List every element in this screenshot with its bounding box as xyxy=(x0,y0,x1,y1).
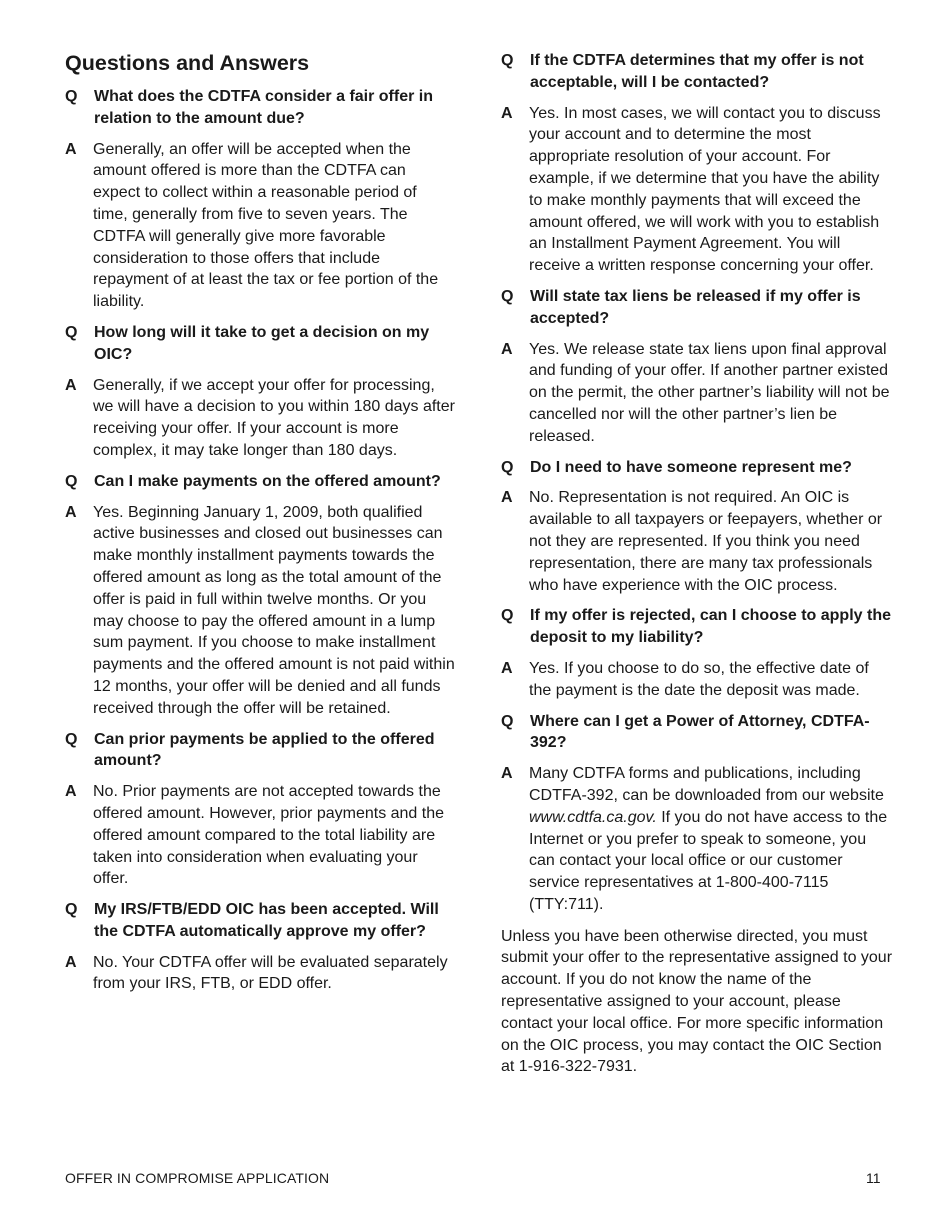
question-marker: Q xyxy=(501,52,514,69)
qa-item-power-of-attorney xyxy=(501,711,893,916)
answer-text: Generally, if we accept your offer for processing, we will have a decision to you within 180 days after receiving your offer. If your account is more complex, it may take longer than 180 days. xyxy=(93,376,455,459)
answer xyxy=(501,339,893,448)
question-marker: Q xyxy=(65,730,78,748)
answer-text: Yes. In most cases, we will contact you to discuss your account and to determine the most appropriate resolution of your account. For example, if we determine that you have the ability to make monthly payments that will exceed the amount offered, we will work with you to establish an Installment Payment Agreement. You will receive a written response concerning your offer. xyxy=(529,104,881,275)
answer xyxy=(501,763,893,916)
answer-text: Yes. Beginning January 1, 2009, both qualified active businesses and closed out businesses can make monthly installment payments towards the offered amount as long as the total amount of the offer is paid in full within twelve months. Or you may choose to pay the offered amount in a lump sum payment. If you choose to make installment payments and the offered amount is not paid within 12 months, your offer will be denied and all funds received through the offer will be retained. xyxy=(93,503,455,717)
answer-text: No. Representation is not required. An OIC is available to all taxpayers or feepayers, whether or not they are represented. If you think you need representation, there are many tax professionals who have experience with the OIC process. xyxy=(529,489,883,594)
question-text: Can I make payments on the offered amount? xyxy=(94,472,441,490)
question xyxy=(65,471,455,493)
answer-text: Yes. We release state tax liens upon final approval and funding of your offer. If another partner existed on the permit, the other partner’s liability will not be cancelled nor will the other partner’s lien be released. xyxy=(529,340,890,445)
question-text: Can prior payments be applied to the offered amount? xyxy=(94,730,435,770)
answer xyxy=(501,103,893,277)
question-marker: Q xyxy=(501,287,514,305)
qa-item-representation xyxy=(501,457,893,597)
question xyxy=(501,711,893,755)
left-column xyxy=(65,0,455,1004)
question-marker: Q xyxy=(65,901,78,919)
question xyxy=(501,50,893,94)
page-heading: Questions and Answers xyxy=(65,51,310,75)
question-text: My IRS/FTB/EDD OIC has been accepted. Will the CDTFA automatically approve my offer? xyxy=(94,901,439,940)
question-marker: Q xyxy=(501,458,514,476)
answer-marker: A xyxy=(501,104,513,122)
answer xyxy=(65,375,455,462)
qa-item-prior-payments xyxy=(65,729,455,891)
answer-text: Generally, an offer will be accepted when the amount offered is more than the CDTFA can expect to collect within a reasonable period of time, generally from five to seven years. The CDTFA will generally give more favorable consideration to those offers that include repayment of at least the tax or fee portion of the liability. xyxy=(93,140,439,311)
answer-text-before: Many CDTFA forms and publications, including CDTFA-392, can be downloaded from our website xyxy=(529,765,884,804)
footer-title: OFFER IN COMPROMISE APPLICATION xyxy=(65,1170,330,1186)
answer-marker: A xyxy=(65,140,77,158)
answer-text: Yes. If you choose to do so, the effective date of the payment is the date the deposit was made. xyxy=(529,659,869,699)
website-link[interactable]: www.cdtfa.ca.gov. xyxy=(529,808,657,826)
answer-marker: A xyxy=(501,340,513,358)
question-marker: Q xyxy=(65,323,78,341)
answer-text-after: If you do not have access to the Internet or you prefer to speak to someone, you can contact your local office or our customer service representatives at 1-800-400-7115 (TTY:711). xyxy=(529,808,888,913)
question-text: How long will it take to get a decision on my OIC? xyxy=(94,323,430,363)
answer xyxy=(65,139,455,313)
answer-marker: A xyxy=(65,783,77,801)
qa-item-payments xyxy=(65,471,455,720)
answer-marker: A xyxy=(501,659,513,677)
answer xyxy=(501,487,893,596)
answer xyxy=(65,502,455,720)
question xyxy=(65,86,455,130)
qa-item-fair-offer xyxy=(65,86,455,313)
question xyxy=(65,729,455,773)
question xyxy=(65,322,455,366)
answer-text xyxy=(529,763,893,916)
qa-item-not-acceptable xyxy=(501,50,893,277)
closing-section xyxy=(501,926,893,1079)
answer-marker: A xyxy=(501,489,513,507)
question xyxy=(501,457,893,479)
question-text: Where can I get a Power of Attorney, CDTFA-392? xyxy=(530,712,870,752)
closing-paragraph: Unless you have been otherwise directed, you must submit your offer to the representative assigned to your account. If you do not know the name of the representative assigned to your account, please contact your local office. For more specific information on the OIC process, you may contact the OIC Section at 1-916-322-7931. xyxy=(501,927,893,1076)
question xyxy=(501,605,893,649)
question-marker: Q xyxy=(65,472,78,490)
question-text: If the CDTFA determines that my offer is not acceptable, will I be contacted? xyxy=(530,52,864,91)
question xyxy=(65,899,455,943)
answer-marker: A xyxy=(65,376,77,394)
qa-item-tax-liens xyxy=(501,286,893,448)
qa-item-decision-time xyxy=(65,322,455,462)
qa-item-irs-oic xyxy=(65,899,455,995)
right-column xyxy=(501,0,893,1078)
question-marker: Q xyxy=(501,712,514,730)
answer xyxy=(501,658,893,702)
question-text: Do I need to have someone represent me? xyxy=(530,458,852,476)
question-text: If my offer is rejected, can I choose to apply the deposit to my liability? xyxy=(530,607,891,647)
answer-marker: A xyxy=(65,953,77,971)
qa-item-rejected-deposit xyxy=(501,605,893,701)
answer xyxy=(65,952,455,996)
answer-text: No. Your CDTFA offer will be evaluated separately from your IRS, FTB, or EDD offer. xyxy=(93,953,448,993)
answer-marker: A xyxy=(65,503,77,521)
answer-text: No. Prior payments are not accepted towards the offered amount. However, prior payments and the offered amount compared to the total liability are taken into consideration when evaluating your offer. xyxy=(93,783,445,888)
answer xyxy=(65,781,455,890)
answer-marker: A xyxy=(501,765,513,783)
question-text: What does the CDTFA consider a fair offer in relation to the amount due? xyxy=(94,88,433,127)
question-text: Will state tax liens be released if my offer is accepted? xyxy=(530,287,861,327)
question xyxy=(501,286,893,330)
question-marker: Q xyxy=(65,88,78,105)
question-marker: Q xyxy=(501,607,514,625)
page-number: 11 xyxy=(866,1170,881,1186)
